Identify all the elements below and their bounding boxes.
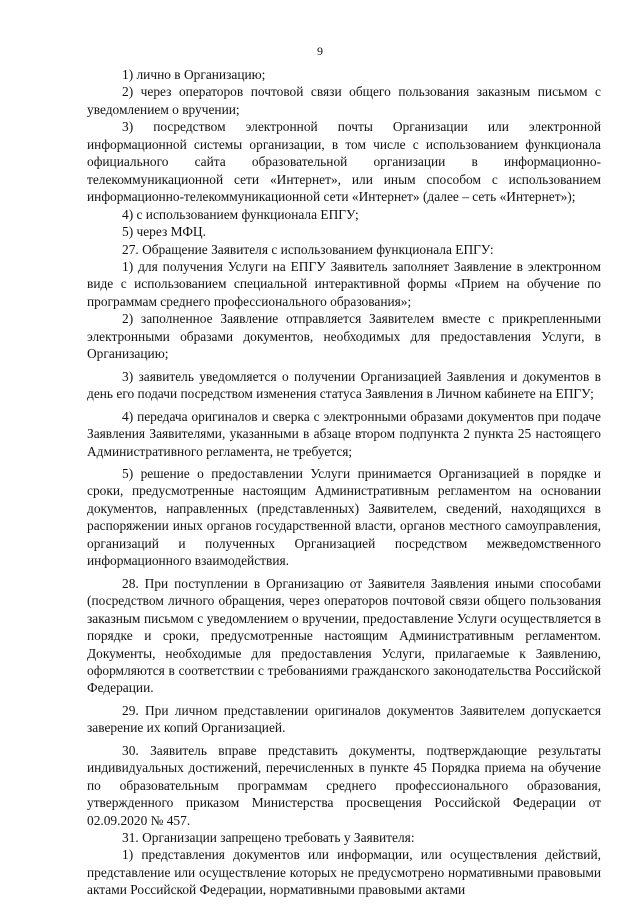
paragraph-27-item-4: 4) передача оригиналов и сверка с электронными образами документов при подаче Заявления Заявителями, указанными в абзаце втором подпункта 2 пункта 25 настоящего Административного регламента, не требуется; (87, 408, 601, 459)
paragraph-27-item-2: 2) заполненное Заявление отправляется Заявителем вместе с прикрепленными электронными образами документов, необходимых для предоставления Услуги, в Организацию; (87, 311, 601, 362)
paragraph-31-item-1: 1) представления документов или информации, или осуществления действий, представление или осуществление которых не предусмотрено нормативными правовыми актами Российской Федерации, нормативными правовыми актами (87, 847, 601, 898)
paragraph-item-3: 3) посредством электронной почты Организации или электронной информационной системы организации, в том числе с использованием функционала официального сайта образовательной организации в информационно-телекоммуникационной сети «Интернет», или иным способом с использованием информационно-телекоммуникационной сети «Интернет» (далее – сеть «Интернет»); (87, 119, 601, 205)
paragraph-clause-27: 27. Обращение Заявителя с использованием функционала ЕПГУ: (122, 241, 494, 257)
paragraph-clause-30: 30. Заявитель вправе представить документы, подтверждающие результаты индивидуальных достижений, перечисленных в пункте 45 Порядка приема на обучение по образовательным программам среднего профессионального образования, утвержденного приказом Министерства просвещения Российской Федерации от 02.09.2020 № 457. (87, 742, 601, 828)
page-number: 9 (317, 44, 323, 58)
document-body (87, 66, 601, 899)
paragraph-27-item-3: 3) заявитель уведомляется о получении Организацией Заявления и документов в день его подачи посредством изменения статуса Заявления в Личном кабинете на ЕПГУ; (87, 368, 601, 402)
paragraph-item-2: 2) через операторов почтовой связи общего пользования заказным письмом с уведомлением о вручении; (87, 84, 601, 117)
paragraph-clause-31: 31. Организации запрещено требовать у Заявителя: (122, 830, 415, 846)
paragraph-item-5: 5) через МФЦ. (122, 224, 206, 240)
paragraph-27-item-5: 5) решение о предоставлении Услуги принимается Организацией в порядке и сроки, предусмотренные настоящим Административным регламентом на основании документов, направленных (представленных) Заявителем, сведений, находящихся в распоряжении иных органов государственной власти, органов местного самоуправления, организаций и полученных Организацией посредством межведомственного информационного взаимодействия. (87, 465, 601, 569)
paragraph-item-4: 4) с использованием функционала ЕПГУ; (122, 206, 359, 222)
paragraph-27-item-1: 1) для получения Услуги на ЕПГУ Заявитель заполняет Заявление в электронном виде с использованием специальной интерактивной формы «Прием на обучение по программам среднего профессионального образования»; (87, 258, 601, 309)
paragraph-item-1: 1) лично в Организацию; (122, 67, 266, 82)
paragraph-clause-29: 29. При личном представлении оригиналов документов Заявителем допускается заверение их копий Организацией. (87, 702, 601, 736)
paragraph-clause-28: 28. При поступлении в Организацию от Заявителя Заявления иными способами (посредством личного обращения, через операторов почтовой связи общего пользования заказным письмом с уведомлением о вручении, предоставление Услуги осуществляется в порядке и сроки, предусмотренные настоящим Административным регламентом. Документы, необходимые для предоставления Услуги, прилагаемые к Заявлению, оформляются в соответствии с требованиями гражданского законодательства Российской Федерации. (87, 575, 601, 696)
